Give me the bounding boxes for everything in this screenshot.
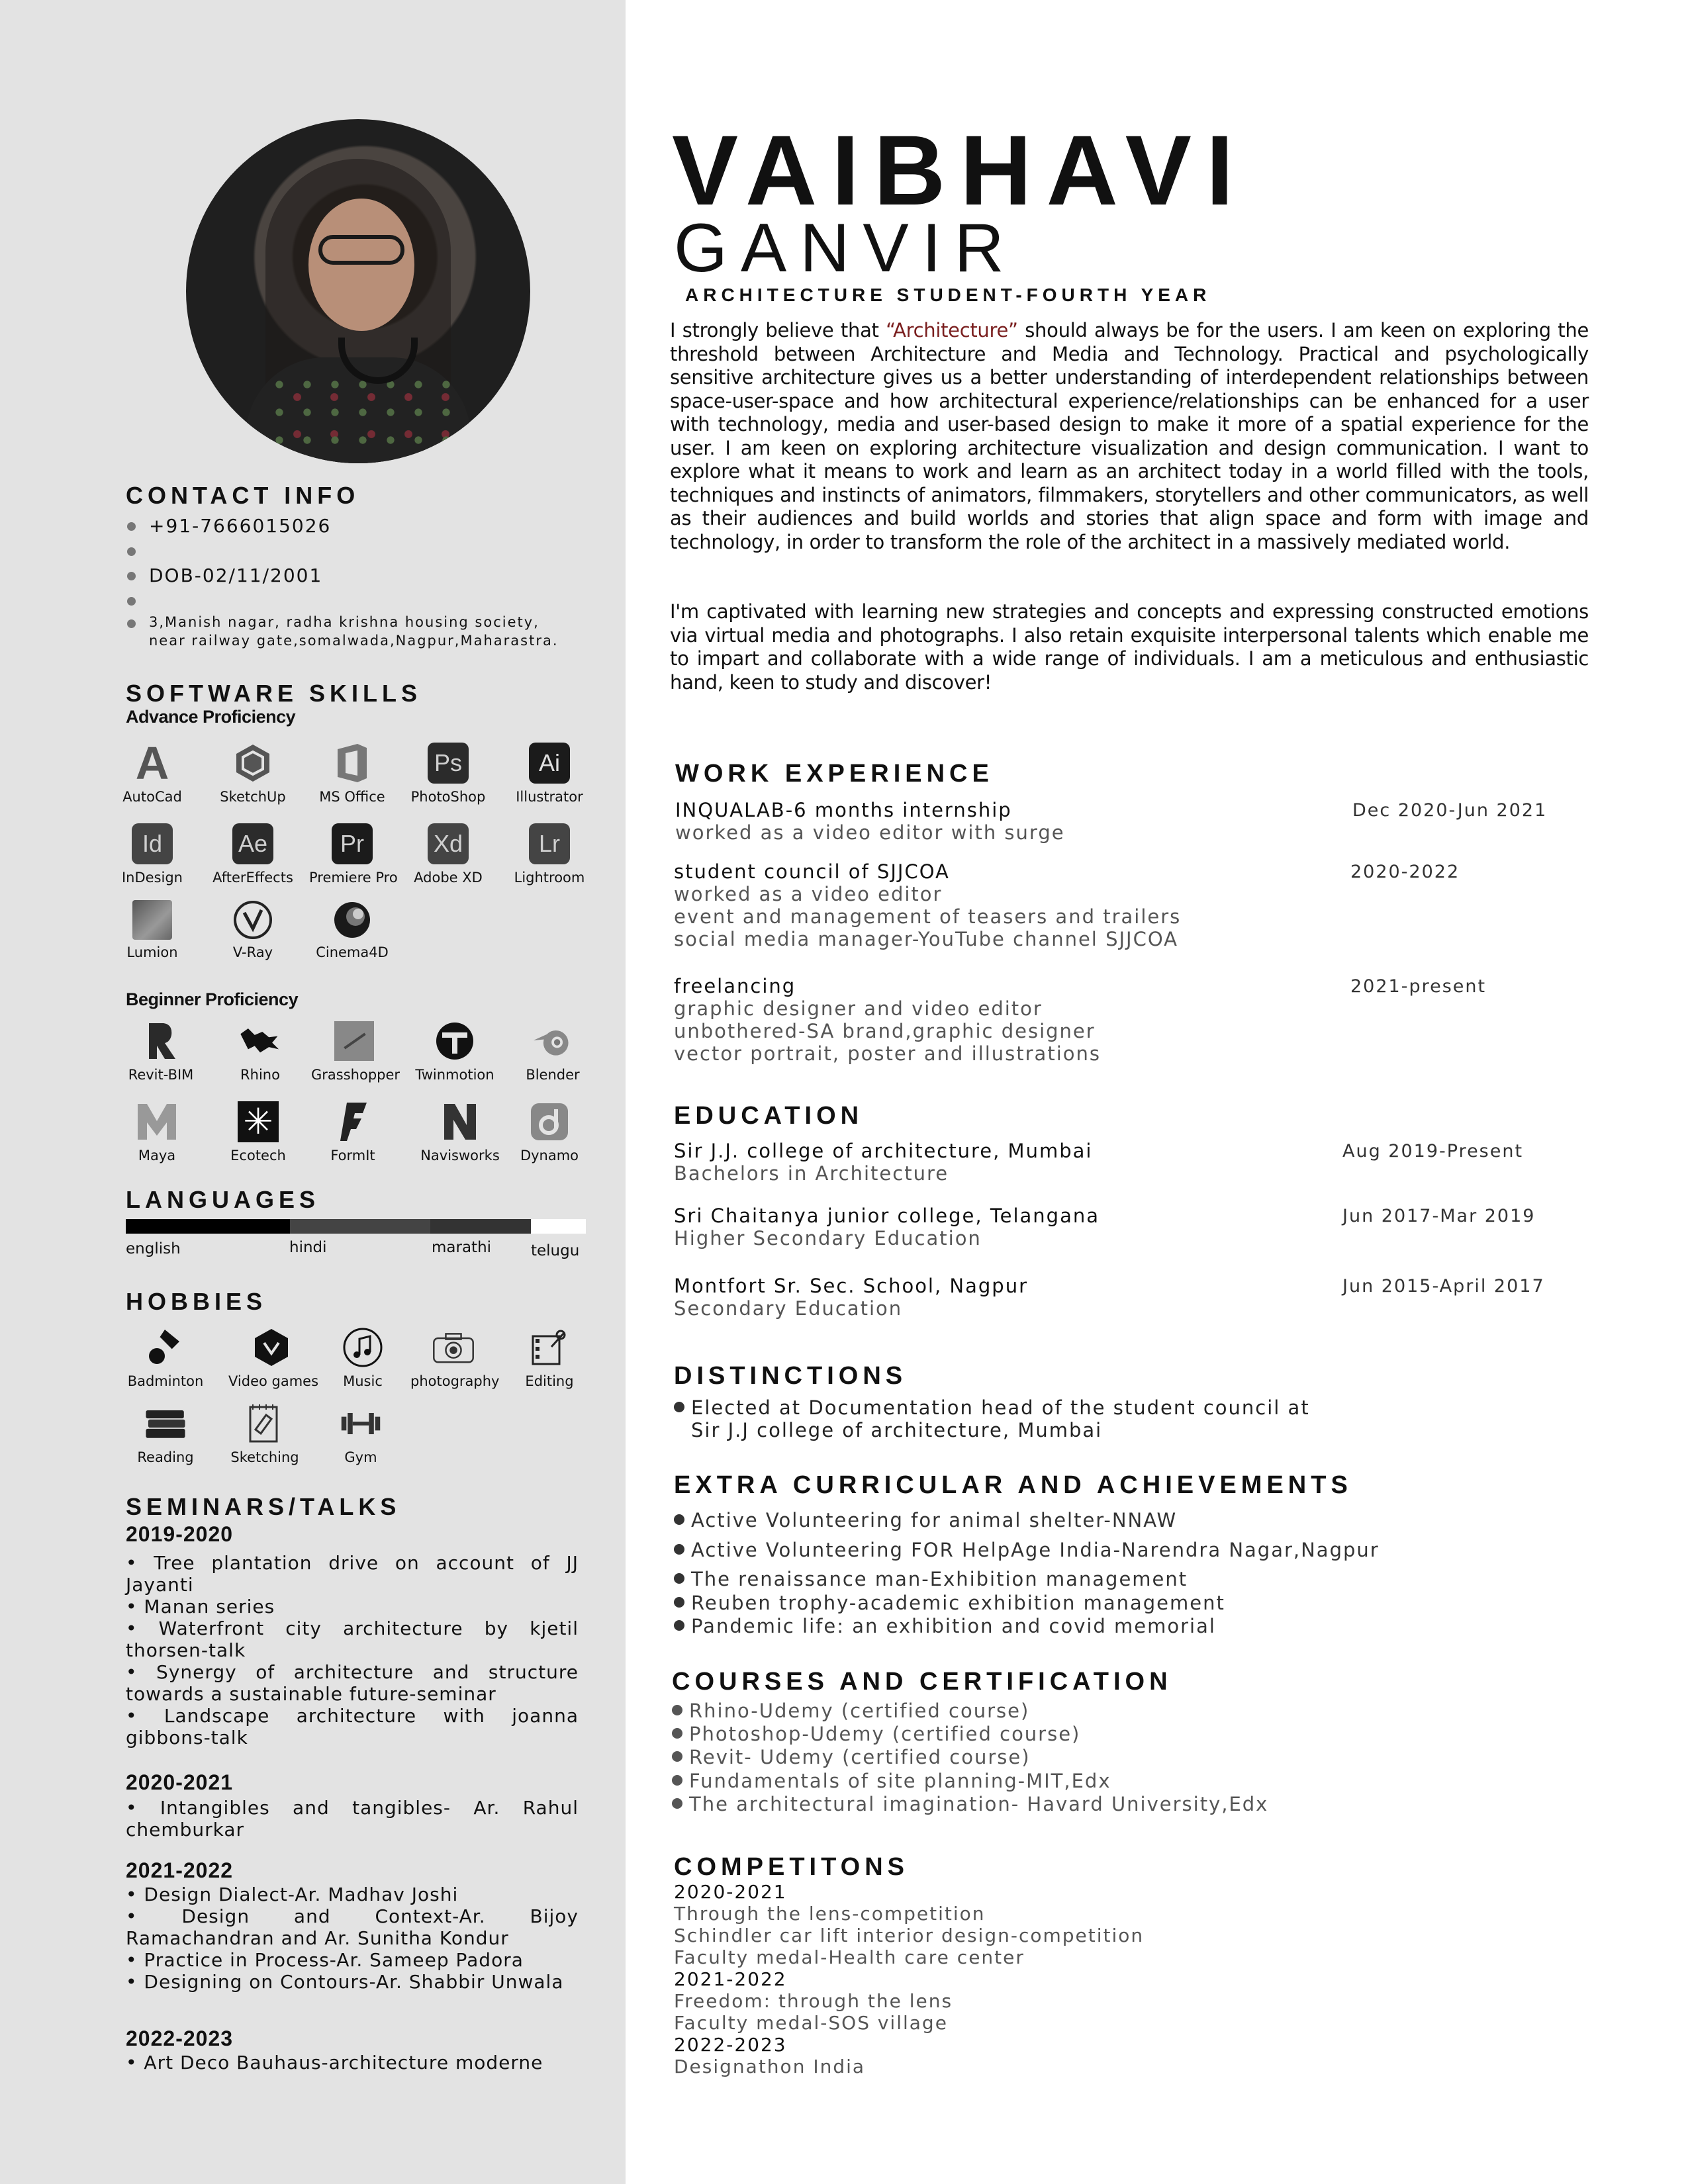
skill-adobe-xd: Xd Adobe XD — [405, 822, 491, 886]
skill-cinema4d: Cinema4D — [309, 898, 395, 960]
empty-bullet-icon — [127, 597, 136, 606]
bio-highlight: “Architecture” — [886, 319, 1018, 341]
work-date-1: Dec 2020-Jun 2021 — [1352, 800, 1548, 821]
seminars-title: SEMINARS/TALKS — [126, 1493, 401, 1520]
phone-bullet-icon — [127, 522, 136, 531]
hobby-gym: Gym — [318, 1402, 404, 1465]
cinema4d-icon — [330, 898, 374, 942]
shuttlecock-icon — [144, 1326, 187, 1369]
list-item: • Waterfront city architecture by kjetil thorsen-talk — [126, 1617, 579, 1661]
work-experience-title: WORK EXPERIENCE — [675, 760, 994, 788]
education-date-1: Aug 2019-Present — [1342, 1141, 1524, 1161]
premiere-pro-icon: Pr — [330, 822, 374, 866]
skill-blender: Blender — [510, 1019, 596, 1083]
address-bullet-icon — [127, 619, 136, 628]
competition-year: 2021-2022 — [674, 1968, 787, 1990]
twinmotion-icon — [433, 1019, 477, 1063]
advance-proficiency-title: Advance Proficiency — [126, 707, 296, 727]
books-icon — [144, 1402, 187, 1445]
after-effects-icon: Ae — [231, 822, 275, 866]
list-item: • Synergy of architecture and structure towards a sustainable future-seminar — [126, 1661, 579, 1705]
skill-twinmotion: Twinmotion — [412, 1019, 498, 1083]
beginner-proficiency-title: Beginner Proficiency — [126, 989, 299, 1009]
list-item: • Designing on Contours-Ar. Shabbir Unwala — [126, 1971, 564, 1993]
address — [149, 613, 559, 650]
skill-maya: Maya — [114, 1100, 200, 1163]
grasshopper-icon — [332, 1019, 376, 1063]
list-item: • Manan series — [126, 1596, 275, 1617]
education-entry-1: Sir J.J. college of architecture, Mumbai Bachelors in Architecture — [674, 1140, 1093, 1185]
competition-year: 2022-2023 — [674, 2034, 787, 2056]
music-note-icon — [341, 1326, 385, 1369]
bio-paragraph-2: I'm captivated with learning new strategies and concepts and expressing constructed emotions via virtual media and photographs. I also retain exquisite interpersonal talents which enable me to impart and collaborate with a wide range of individuals. I am a meticulous and enthusiastic hand, keen to study and discover! — [670, 600, 1589, 694]
list-item: • Art Deco Bauhaus-architecture moderne — [126, 2052, 543, 2073]
skill-premiere-pro: Pr Premiere Pro — [309, 822, 395, 886]
extra-item-4: Reuben trophy-academic exhibition management — [674, 1592, 1225, 1614]
list-item: Freedom: through the lens — [674, 1990, 953, 2012]
vray-icon — [231, 898, 275, 942]
last-name: GANVIR — [674, 210, 1017, 287]
skill-vray: V-Ray — [210, 898, 296, 960]
extra-curricular-title: EXTRA CURRICULAR AND ACHIEVEMENTS — [674, 1471, 1352, 1499]
list-item: • Tree plantation drive on account of JJ Jayanti — [126, 1552, 579, 1596]
seminar-year-2019: 2019-2020 — [126, 1522, 234, 1546]
list-item: Schindler car lift interior design-competition — [674, 1925, 1145, 1946]
distinctions-title: DISTINCTIONS — [674, 1362, 908, 1390]
competitions-list — [674, 1881, 1144, 2077]
profile-photo — [186, 119, 530, 463]
english-segment — [126, 1219, 290, 1234]
list-item: • Design Dialect-Ar. Madhav Joshi — [126, 1884, 459, 1905]
rhino-icon — [238, 1019, 282, 1063]
film-edit-icon — [528, 1326, 571, 1369]
autocad-icon: A — [135, 737, 169, 789]
sketch-pad-icon — [243, 1402, 287, 1445]
seminar-year-2021: 2021-2022 — [126, 1858, 234, 1882]
course-item-2: Photoshop-Udemy (certified course) — [672, 1723, 1080, 1745]
course-item-5: The architectural imagination- Havard University,Edx — [672, 1793, 1268, 1815]
list-item: Through the lens-competition — [674, 1903, 986, 1925]
language-hindi: hindi — [289, 1239, 327, 1256]
hindi-segment — [290, 1219, 430, 1234]
skill-after-effects: Ae AfterEffects — [210, 822, 296, 886]
course-item-1: Rhino-Udemy (certified course) — [672, 1700, 1029, 1722]
lightroom-icon: Lr — [528, 822, 571, 866]
skill-photoshop: Ps PhotoShop — [405, 741, 491, 805]
list-item: • Landscape architecture with joanna gibbons-talk — [126, 1705, 579, 1749]
address-line-1: 3,Manish nagar, radha krishna housing society, — [149, 614, 539, 630]
telugu-segment — [531, 1219, 586, 1234]
work-entry-2: student council of SJJCOA worked as a video editor event and management of teasers and trailers social media manager-YouTube channel SJJCOA — [674, 860, 1182, 950]
work-entry-1: INQUALAB-6 months internship worked as a video editor with surge — [675, 799, 1065, 844]
skill-rhino: Rhino — [217, 1019, 303, 1083]
first-name: VAIBHAVI — [672, 114, 1248, 226]
skill-revit: Revit-BIM — [118, 1019, 204, 1083]
list-item: Designathon India — [674, 2056, 866, 2077]
ecotech-icon: ✳ — [236, 1100, 280, 1144]
seminar-list-2019 — [126, 1552, 579, 1749]
extra-item-2: Active Volunteering FOR HelpAge India-Narendra Nagar,Nagpur — [674, 1539, 1380, 1561]
skill-illustrator: Ai Illustrator — [506, 741, 592, 805]
list-item: • Practice in Process-Ar. Sameep Padora — [126, 1949, 524, 1971]
extra-item-5: Pandemic life: an exhibition and covid memorial — [674, 1615, 1216, 1637]
skill-sketchup: SketchUp — [210, 741, 296, 805]
skill-autocad: A AutoCad — [122, 737, 182, 805]
hobby-reading: Reading — [122, 1402, 209, 1465]
hobby-music: Music — [320, 1326, 406, 1389]
phone-number: +91-7666015026 — [149, 515, 332, 537]
bio-paragraph-1: I strongly believe that “Architecture” should always be for the users. I am keen on exploring the threshold between Architecture and Media and Technology. Practical and psychologically sensitive architecture gives us a better understanding of interdependent relationships between space-user-space and how architectural experience/relationships can be enhanced for a user with technology, media and user-based design to make it more of a spatial experience for the user. I am keen on exploring architecture visualization and design communication. I want to explore what it means to work and learn as an architect today in a world filled with the tools, techniques and instincts of animators, filmmakers, storytellers and other communicators, as well as their audiences and build worlds and stories that align space and form with image and technology, in order to transform the role of the architect in a massively mediated world. — [670, 319, 1589, 553]
language-telugu: telugu — [531, 1242, 580, 1259]
course-item-4: Fundamentals of site planning-MIT,Edx — [672, 1770, 1111, 1792]
list-item: • Design and Context-Ar. Bijoy Ramachandran and Ar. Sunitha Kondur — [126, 1905, 579, 1949]
education-date-2: Jun 2017-Mar 2019 — [1342, 1206, 1536, 1226]
blender-icon — [531, 1019, 575, 1063]
skill-navisworks: Navisworks — [417, 1100, 503, 1163]
hobby-editing: Editing — [506, 1326, 592, 1389]
language-english: english — [126, 1240, 181, 1257]
courses-title: COURSES AND CERTIFICATION — [672, 1668, 1172, 1696]
hobby-photography: photography — [410, 1326, 496, 1389]
education-date-3: Jun 2015-April 2017 — [1342, 1276, 1545, 1297]
seminar-year-2020: 2020-2021 — [126, 1770, 234, 1794]
skill-lumion: Lumion — [109, 898, 195, 960]
list-item: • Intangibles and tangibles- Ar. Rahul chemburkar — [126, 1797, 579, 1841]
empty-bullet-icon — [127, 547, 136, 556]
course-item-3: Revit- Udemy (certified course) — [672, 1746, 1031, 1768]
photoshop-icon: Ps — [426, 741, 470, 785]
revit-icon — [139, 1019, 183, 1063]
lumion-icon — [130, 898, 174, 942]
dob-bullet-icon — [127, 572, 136, 580]
skill-lightroom: Lr Lightroom — [506, 822, 592, 886]
role-title: ARCHITECTURE STUDENT-FOURTH YEAR — [685, 285, 1211, 305]
education-entry-2: Sri Chaitanya junior college, Telangana Higher Secondary Education — [674, 1205, 1100, 1250]
work-date-3: 2021-present — [1350, 976, 1487, 997]
hobby-sketching: Sketching — [222, 1402, 308, 1465]
list-item: Faculty medal-Health care center — [674, 1946, 1025, 1968]
dynamo-icon — [528, 1100, 571, 1144]
languages-title: LANGUAGES — [126, 1186, 320, 1213]
competition-year: 2020-2021 — [674, 1881, 787, 1903]
ms-office-icon — [330, 741, 374, 785]
marathi-segment — [430, 1219, 531, 1234]
illustrator-icon: Ai — [528, 741, 571, 785]
skill-grasshopper: Grasshopper — [311, 1019, 397, 1083]
indesign-icon: Id — [130, 822, 174, 866]
seminar-list-2021 — [126, 1884, 579, 1993]
adobe-xd-icon: Xd — [426, 822, 470, 866]
seminar-year-2022: 2022-2023 — [126, 2026, 234, 2050]
contact-title: CONTACT INFO — [126, 482, 360, 509]
education-entry-3: Montfort Sr. Sec. School, Nagpur Secondary Education — [674, 1275, 1029, 1320]
hobbies-title: HOBBIES — [126, 1288, 267, 1315]
dumbbell-icon — [339, 1402, 383, 1445]
formit-icon — [331, 1100, 375, 1144]
maya-icon — [135, 1100, 179, 1144]
language-proficiency-bar — [126, 1219, 586, 1234]
skill-ms-office: MS Office — [309, 741, 395, 805]
seminar-list-2020 — [126, 1797, 579, 1841]
software-skills-title: SOFTWARE SKILLS — [126, 680, 422, 707]
extra-item-3: The renaissance man-Exhibition management — [674, 1568, 1188, 1590]
game-icon — [250, 1326, 293, 1369]
seminar-list-2022 — [126, 2052, 579, 2073]
work-date-2: 2020-2022 — [1350, 862, 1460, 882]
hobby-video-games: Video games — [228, 1326, 314, 1389]
camera-icon — [432, 1326, 475, 1369]
extra-item-1: Active Volunteering for animal shelter-NNAW — [674, 1509, 1177, 1531]
list-item: Faculty medal-SOS village — [674, 2012, 948, 2034]
competitions-title: COMPETITONS — [674, 1853, 909, 1881]
address-line-2: near railway gate,somalwada,Nagpur,Maharastra. — [149, 633, 559, 649]
hobby-badminton: Badminton — [122, 1326, 209, 1389]
work-entry-3: freelancing graphic designer and video editor unbothered-SA brand,graphic designer vector portrait, poster and illustrations — [674, 975, 1101, 1065]
sketchup-icon — [231, 741, 275, 785]
education-title: EDUCATION — [674, 1102, 864, 1130]
skill-dynamo: Dynamo — [506, 1100, 592, 1163]
language-marathi: marathi — [432, 1239, 492, 1256]
skill-formit: FormIt — [310, 1100, 396, 1163]
distinction-item: Elected at Documentation head of the student council at Sir J.J college of architecture, Mumbai — [674, 1396, 1310, 1441]
navisworks-icon — [438, 1100, 482, 1144]
skill-ecotech: ✳ Ecotech — [230, 1101, 286, 1163]
skill-indesign: Id InDesign — [109, 822, 195, 886]
date-of-birth: DOB-02/11/2001 — [149, 565, 323, 586]
